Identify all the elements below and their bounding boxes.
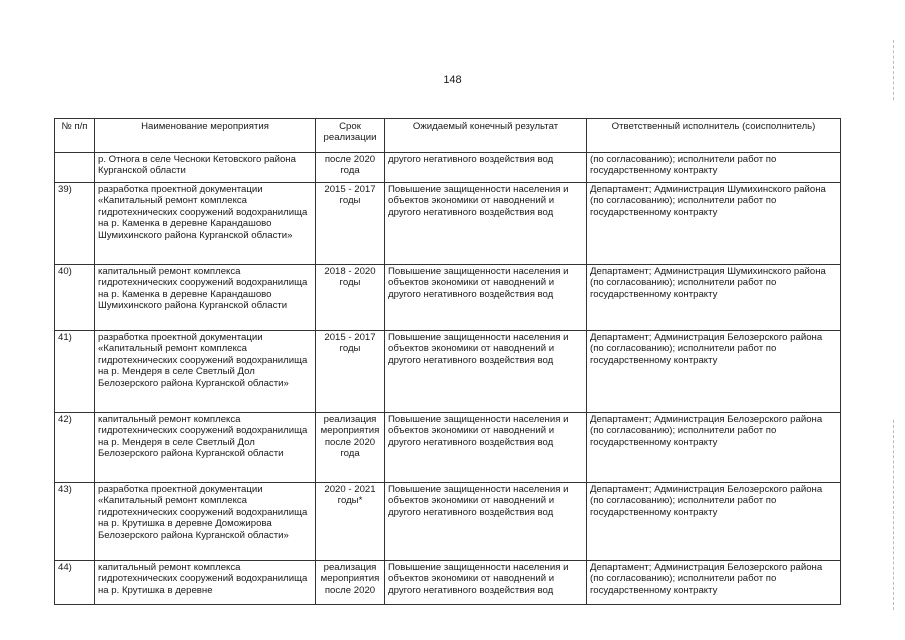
header-term: Срок реализации <box>316 119 385 153</box>
measure-name: капитальный ремонт комплекса гидротехнических сооружений водохранилища на р. Каменка в деревне Карандашово Шумихинского района Курганской области <box>95 265 316 331</box>
measure-result: Повышение защищенности населения и объектов экономики от наводнений и другого негативного воздействия вод <box>385 561 587 605</box>
measure-responsible: Департамент; Администрация Шумихинского района (по согласованию); исполнители работ по государственному контракту <box>587 265 841 331</box>
measure-name: разработка проектной документации «Капитальный ремонт комплекса гидротехнических сооружений водохранилища на р. Каменка в деревне Карандашово Шумихинского района Курганской области» <box>95 183 316 265</box>
measure-name: р. Отнога в селе Чесноки Кетовского района Курганской области <box>95 153 316 183</box>
measure-responsible: Департамент; Администрация Белозерского района (по согласованию); исполнители работ по государственному контракту <box>587 331 841 413</box>
table-row <box>55 483 841 561</box>
measure-responsible: Департамент; Администрация Белозерского района (по согласованию); исполнители работ по государственному контракту <box>587 561 841 605</box>
measure-result: Повышение защищенности населения и объектов экономики от наводнений и другого негативного воздействия вод <box>385 483 587 561</box>
measure-term: 2020 - 2021 годы* <box>316 483 385 561</box>
measure-term: 2015 - 2017 годы <box>316 331 385 413</box>
row-number: 40) <box>55 265 95 331</box>
row-number: 42) <box>55 413 95 483</box>
measure-result: Повышение защищенности населения и объектов экономики от наводнений и другого негативного воздействия вод <box>385 183 587 265</box>
row-number: 41) <box>55 331 95 413</box>
margin-mark <box>893 420 894 610</box>
table-row <box>55 183 841 265</box>
table-row <box>55 153 841 183</box>
measure-term: после 2020 года <box>316 153 385 183</box>
table-row <box>55 413 841 483</box>
row-number: 44) <box>55 561 95 605</box>
header-result: Ожидаемый конечный результат <box>385 119 587 153</box>
measures-table <box>54 118 841 605</box>
measure-result: другого негативного воздействия вод <box>385 153 587 183</box>
measure-name: разработка проектной документации «Капитальный ремонт комплекса гидротехнических сооружений водохранилища на р. Крутишка в деревне Доможирова Белозерского района Курганской области» <box>95 483 316 561</box>
header-num: № п/п <box>55 119 95 153</box>
measure-responsible: Департамент; Администрация Белозерского района (по согласованию); исполнители работ по государственному контракту <box>587 413 841 483</box>
header-name: Наименование мероприятия <box>95 119 316 153</box>
page-number: 148 <box>443 74 462 86</box>
table-header-row <box>55 119 841 153</box>
measure-term: реализация мероприятия после 2020 года <box>316 413 385 483</box>
measure-responsible: (по согласованию); исполнители работ по государственному контракту <box>587 153 841 183</box>
measure-term: реализация мероприятия после 2020 <box>316 561 385 605</box>
measure-responsible: Департамент; Администрация Шумихинского района (по согласованию); исполнители работ по государственному контракту <box>587 183 841 265</box>
measure-name: капитальный ремонт комплекса гидротехнических сооружений водохранилища на р. Крутишка в деревне <box>95 561 316 605</box>
measure-term: 2018 - 2020 годы <box>316 265 385 331</box>
table-row <box>55 561 841 605</box>
measure-result: Повышение защищенности населения и объектов экономики от наводнений и другого негативного воздействия вод <box>385 331 587 413</box>
row-number <box>55 153 95 183</box>
measure-name: капитальный ремонт комплекса гидротехнических сооружений водохранилища на р. Мендеря в селе Светлый Дол Белозерского района Курганской области <box>95 413 316 483</box>
table-row <box>55 331 841 413</box>
header-responsible: Ответственный исполнитель (соисполнитель) <box>587 119 841 153</box>
margin-mark <box>893 40 894 100</box>
table-row <box>55 265 841 331</box>
measure-responsible: Департамент; Администрация Белозерского района (по согласованию); исполнители работ по государственному контракту <box>587 483 841 561</box>
measure-result: Повышение защищенности населения и объектов экономики от наводнений и другого негативного воздействия вод <box>385 413 587 483</box>
measure-name: разработка проектной документации «Капитальный ремонт комплекса гидротехнических сооружений водохранилища на р. Мендеря в селе Светлый Дол Белозерского района Курганской области» <box>95 331 316 413</box>
row-number: 39) <box>55 183 95 265</box>
measure-term: 2015 - 2017 годы <box>316 183 385 265</box>
row-number: 43) <box>55 483 95 561</box>
measure-result: Повышение защищенности населения и объектов экономики от наводнений и другого негативного воздействия вод <box>385 265 587 331</box>
